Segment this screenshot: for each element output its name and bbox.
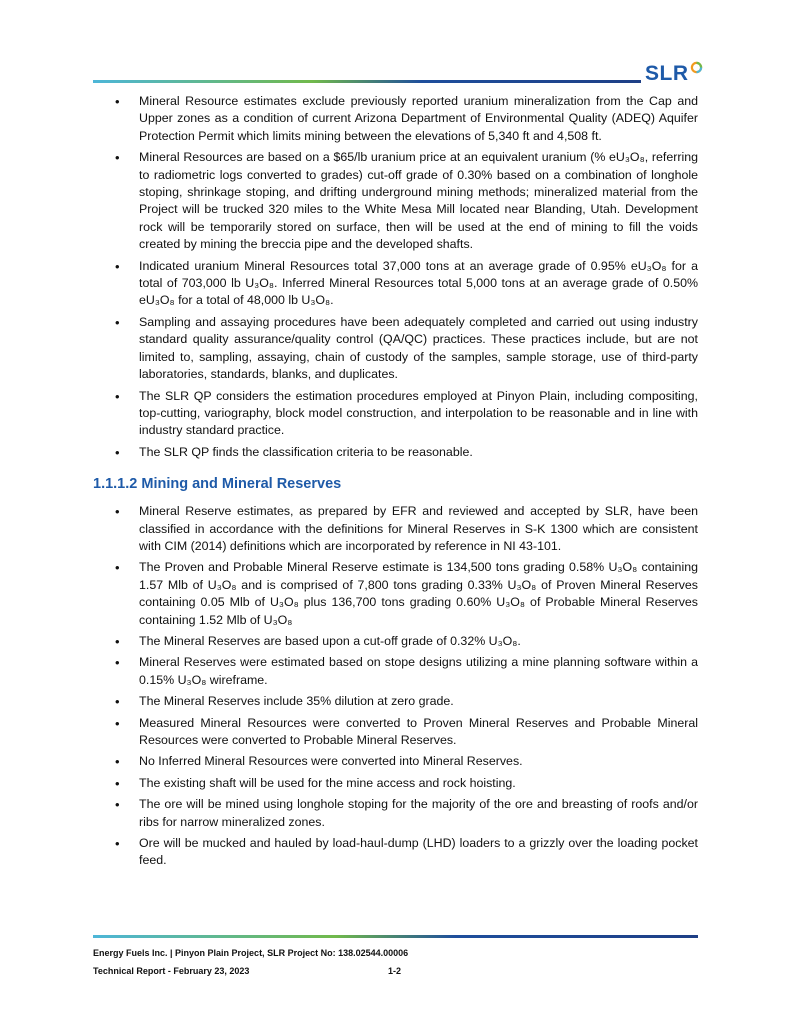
slr-logo xyxy=(645,60,703,88)
section-heading: 1.1.1.2 Mining and Mineral Reserves xyxy=(93,476,342,493)
list-item: • Mineral Reserves were estimated based on stope designs utilizing a mine planning software within a 0.15% U₃O₈ wireframe. xyxy=(93,654,698,689)
list-item: • Mineral Resource estimates exclude previously reported uranium mineralization from the Cap and Upper zones as a condition of current Arizona Department of Environmental Quality (ADEQ) Aquifer Protection Permit which limits mining between the elevations of 5,340 ft and 4,508 ft. xyxy=(93,93,698,145)
footer-rule xyxy=(93,935,698,938)
list-item: • Sampling and assaying procedures have been adequately completed and carried out using industry standard quality assurance/quality control (QA/QC) practices. These practices include, but are not limited to, sampling, assaying, chain of custody of the samples, sample storage, use of third-party laboratories, standards, blanks, and duplicates. xyxy=(93,314,698,384)
list-item: • The SLR QP finds the classification criteria to be reasonable. xyxy=(93,444,698,461)
footer-date-text: Technical Report - February 23, 2023 xyxy=(93,966,250,976)
header-rule xyxy=(93,80,641,83)
list-item: • Indicated uranium Mineral Resources total 37,000 tons at an average grade of 0.95% eU₃O₈ for a total of 703,000 lb U₃O₈. Inferred Mineral Resources total 5,000 tons at an average grade of 0.50% eU₃O₈ for a total of 48,000 lb U₃O₈. xyxy=(93,258,698,310)
list-item: • Ore will be mucked and hauled by load-haul-dump (LHD) loaders to a grizzly over the loading pocket feed. xyxy=(93,835,698,870)
footer-project-info: Energy Fuels Inc. | Pinyon Plain Project, SLR Project No: 138.02544.00006 xyxy=(93,948,409,958)
list-item: • Mineral Reserve estimates, as prepared by EFR and reviewed and accepted by SLR, have been classified in accordance with the definitions for Mineral Reserves in S-K 1300 which are consistent with CIM (2014) definitions which are incorporated by reference in NI 43-101. xyxy=(93,503,698,555)
document-body xyxy=(93,93,698,874)
footer-report-date xyxy=(93,966,403,976)
list-item: • The ore will be mined using longhole stoping for the majority of the ore and breasting of roofs and/or ribs for narrow mineralized zones. xyxy=(93,796,698,831)
reserves-bullet-list xyxy=(93,503,698,870)
list-item: • Mineral Resources are based on a $65/lb uranium price at an equivalent uranium (% eU₃O₈, referring to radiometric logs converted to grades) cut-off grade of 0.30% based on a combination of longhole stoping, shrinkage stoping, and drifting underground mining methods; mineralized material from the Project will be trucked 320 miles to the White Mesa Mill located near Blanding, Utah. Development rock will be temporarily stored on surface, then will be used at the end of mining to fill the voids created by mining the breccia pipe and the developed shafts. xyxy=(93,149,698,253)
list-item: • The SLR QP considers the estimation procedures employed at Pinyon Plain, including compositing, top-cutting, variography, block model construction, and interpolation to be reasonable and in line with industry standard practice. xyxy=(93,388,698,440)
list-item: • The Proven and Probable Mineral Reserve estimate is 134,500 tons grading 0.58% U₃O₈ containing 1.57 Mlb of U₃O₈ and is comprised of 7,800 tons grading 0.33% U₃O₈ of Proven Mineral Reserves containing 0.05 Mlb of U₃O₈ plus 136,700 tons grading 0.60% U₃O₈ of Probable Mineral Reserves containing 1.52 Mlb of U₃O₈ xyxy=(93,559,698,629)
resources-bullet-list xyxy=(93,93,698,461)
logo-text: SLR xyxy=(645,62,689,85)
list-item: • The Mineral Reserves are based upon a cut-off grade of 0.32% U₃O₈. xyxy=(93,633,698,650)
list-item: • No Inferred Mineral Resources were converted into Mineral Reserves. xyxy=(93,753,698,770)
list-item: • The existing shaft will be used for the mine access and rock hoisting. xyxy=(93,775,698,792)
list-item: • Measured Mineral Resources were converted to Proven Mineral Reserves and Probable Mineral Resources were converted to Probable Mineral Reserves. xyxy=(93,715,698,750)
slr-swirl-logo-icon xyxy=(690,61,703,74)
list-item: • The Mineral Reserves include 35% dilution at zero grade. xyxy=(93,693,698,710)
page-number: 1-2 xyxy=(388,966,402,976)
